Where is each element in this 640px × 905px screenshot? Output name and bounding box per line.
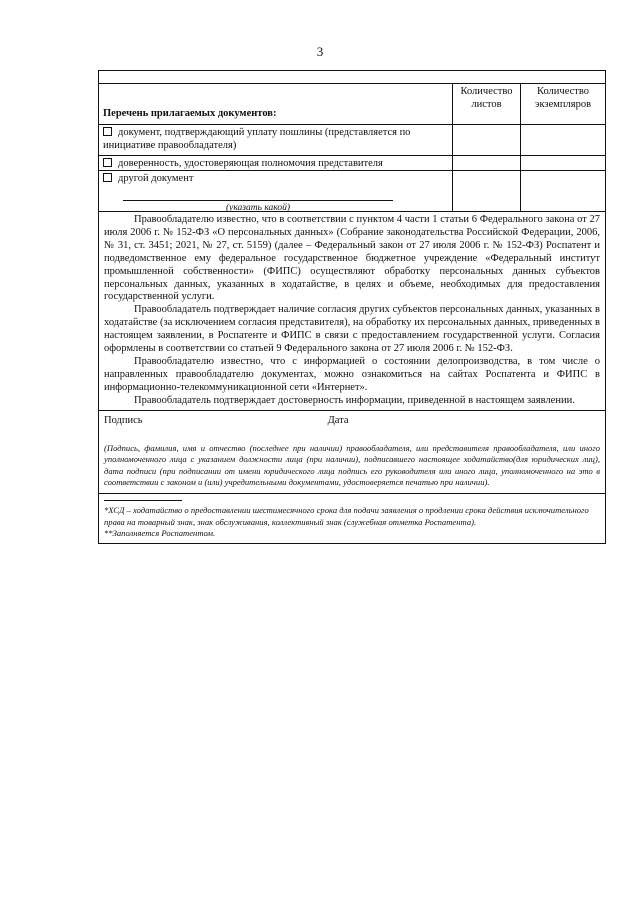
other-document-checkbox[interactable] — [103, 173, 112, 182]
statement-row — [99, 212, 605, 411]
application-form-table — [98, 70, 606, 544]
accuracy-paragraph: Правообладатель подтверждает достоверность информации, приведенной в настоящем заявлении. — [134, 394, 575, 406]
footnote-hsd: *ХСД – ходатайство о предоставлении шестимесячного срока для подачи заявления о продлении срока действия исключительного права на товарный знак, знак обслуживания, коллективный знак (служебная отметка Роспатента). — [104, 504, 589, 527]
consent-paragraph: Правообладатель подтверждает наличие согласия других субъектов персональных данных, указанных в ходатайстве (за исключением согласия представителя), на обработку их персональных данных, приведенных в настоящем заявлении, в Роспатенте и ФИПС в связи с предоставлением государственной услуги. Согласия оформлены в соответствии со статьей 9 Федерального закона от 27 июля 2006 г. № 152-ФЗ. — [104, 304, 600, 355]
documents-list-heading: Перечень прилагаемых документов: — [103, 107, 277, 119]
footnote-divider — [104, 500, 182, 501]
sheets-count-cell[interactable] — [452, 171, 520, 211]
statement-text — [99, 212, 605, 410]
document-item-label: документ, подтверждающий уплату пошлины (представляется по инициативе правообладателя) — [103, 127, 411, 151]
copies-count-cell[interactable] — [520, 171, 605, 211]
document-item-row — [99, 125, 605, 156]
page-number: 3 — [316, 44, 324, 59]
document-item-row — [99, 156, 605, 171]
footnote-rospatent: **Заполняется Роспатентом. — [104, 528, 216, 539]
copies-count-cell[interactable] — [520, 156, 605, 170]
signature-note: (Подпись, фамилия, имя и отчество (последнее при наличии) правообладателя, или представителя правообладателя, или иного уполномоченного лица с указанием должности лица (при наличии), подписавшего настоящее ходатайство(для юридических лиц), дата подписи (при подписании от имени юридического лица подпись его руководителя или иного лица, уполномоченного на это в соответствии с законом и (или) учредительными документами, удостоверяется печатью при наличии). — [99, 437, 605, 494]
sheets-count-header: Количество листов — [452, 84, 520, 124]
other-document-input-line[interactable] — [123, 196, 393, 201]
documents-header-row — [99, 84, 605, 125]
date-label: Дата — [327, 414, 349, 426]
personal-data-paragraph: Правообладателю известно, что в соответствии с пунктом 4 части 1 статьи 6 Федерального закона от 27 июля 2006 г. № 152-ФЗ «О персональных данных» (Собрание законодательства Российской Федерации, 2006, № 31, ст. 3451; 2021, № 27, ст. 5159) (далее – Федеральный закон от 27 июля 2006 г. № 152-ФЗ) Роспатент и подведомственное ему федеральное государственное бюджетное учреждение «Федеральный институт промышленной собственности» (ФИПС) осуществляют обработку персональных данных субъектов персональных данных, указанных в ходатайстве, в целях и объеме, необходимых для предоставления государственной услуги. — [104, 214, 600, 303]
power-of-attorney-checkbox[interactable] — [103, 158, 112, 167]
sheets-count-cell[interactable] — [452, 156, 520, 170]
table-top-strip — [99, 71, 605, 84]
document-item-row — [99, 171, 605, 212]
footnotes — [99, 494, 605, 543]
other-document-caption: (указать какой) — [225, 202, 291, 213]
copies-count-cell[interactable] — [520, 125, 605, 155]
fee-document-checkbox[interactable] — [103, 127, 112, 136]
copies-count-header: Количество экземпляров — [520, 84, 605, 124]
document-item-label: доверенность, удостоверяющая полномочия представителя — [118, 158, 383, 169]
signature-label: Подпись — [104, 414, 143, 426]
document-item-label: другой документ — [118, 173, 194, 184]
signature-row — [99, 411, 605, 437]
website-info-paragraph: Правообладателю известно, что с информацией о состоянии делопроизводства, в том числе о направленных правообладателю документах, можно ознакомиться на сайтах Роспатента и ФИПС в информационно-телекоммуникационной сети «Интернет». — [104, 355, 600, 393]
sheets-count-cell[interactable] — [452, 125, 520, 155]
